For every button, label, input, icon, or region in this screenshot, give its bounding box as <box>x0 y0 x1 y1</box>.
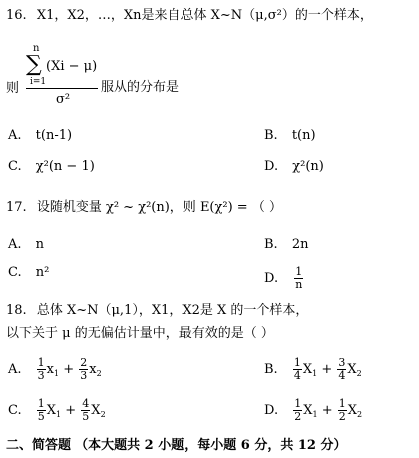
q18-option-b: B. $\frac{1}{4}$ $X_1$ + $\frac{3}{4}$ $X_2$ <box>264 356 362 382</box>
q18-option-d: D. $\frac{1}{2}$ $X_1$ + $\frac{1}{2}$ $X_2$ <box>264 397 363 423</box>
q16-option-a: A. t(n-1) <box>8 128 73 143</box>
q18-option-c: C. $\frac{1}{5}$ $X_1$ + $\frac{4}{5}$ $X_2$ <box>8 397 106 423</box>
q16-option-b: B. t(n) <box>264 128 316 143</box>
fraction-bar <box>26 88 98 89</box>
q17-stem-line <box>6 201 282 214</box>
sum-term: (Xi − μ) <box>46 59 98 74</box>
denominator: σ² <box>56 92 71 107</box>
q18-number: 18. <box>6 303 27 318</box>
fraction-1-over-n: $\frac{1}{n}$ <box>295 265 303 291</box>
sum-sigma: ∑ <box>26 52 42 77</box>
sum-upper-limit: n <box>33 43 40 54</box>
q17-option-a: A. n <box>8 237 45 252</box>
q17-option-d: D. $\frac{1}{n}$ <box>264 265 303 291</box>
sum-lower-limit: i=1 <box>30 77 47 87</box>
q16-option-c: C. χ²(n − 1) <box>8 159 95 174</box>
q16-stem: X1，X2，…，Xn是来自总体 X~N（μ,σ²）的一个样本， <box>36 8 373 23</box>
section-heading <box>6 439 347 452</box>
q18-line2: 以下关于 μ 的无偏估计量中，最有效的是（ ） <box>6 326 274 341</box>
q16-stem-line <box>6 9 373 22</box>
q16-tail: 服从的分布是 <box>101 80 180 95</box>
q17-option-b: B. 2n <box>264 237 309 252</box>
q16-number: 16. <box>6 8 27 23</box>
section-title: 二、简答题 <box>6 438 72 453</box>
q18-line1: 18. 总体 X~N（μ,1），X1，X2是 X 的一个样本， <box>6 303 309 318</box>
q17-option-c: C. n² <box>8 265 50 280</box>
section-note: （本大题共 2 小题，每小题 6 分，共 12 分） <box>75 438 347 453</box>
q17-number: 17. <box>6 200 27 215</box>
q18-option-a: A. $\frac{1}{3}$ $x_1$ + $\frac{2}{3}$ $x_2$ <box>8 356 102 382</box>
q17-stem: 设随机变量 χ² ~ χ²(n)，则 E(χ²) = （ ） <box>36 200 282 215</box>
q16-then: 则 <box>6 81 20 96</box>
q16-option-d: D. χ²(n) <box>264 159 324 174</box>
